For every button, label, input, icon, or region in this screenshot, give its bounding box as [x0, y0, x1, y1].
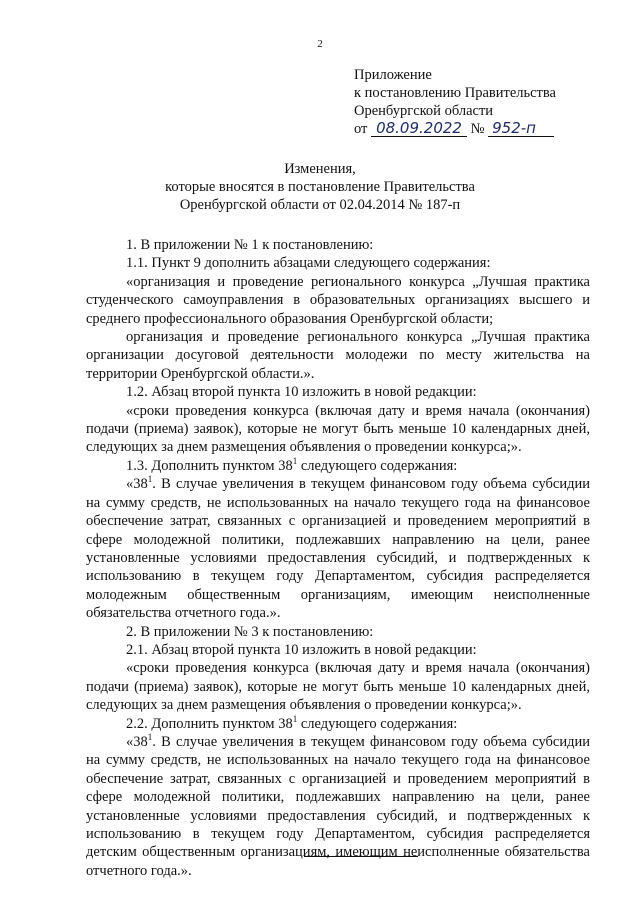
heading-line-3: Оренбургской области от 02.04.2014 № 187-п — [179, 197, 461, 213]
paragraph-text: 1.3. Дополнить пунктом 38 — [126, 457, 293, 474]
paragraph-text: следующего содержания: — [297, 457, 458, 474]
paragraph-text: «38 — [126, 476, 148, 493]
attachment-date-line — [354, 120, 614, 138]
heading-title: Изменения, — [284, 161, 356, 177]
document-heading — [0, 160, 640, 214]
paragraph: 2.1. Абзац второй пункта 10 изложить в новой редакции: — [126, 641, 477, 658]
paragraph: организация и проведение регионального конкурса „Лучшая практика организации досуговой деятельности молодежи по месту жительства на территории Оренбургской области.». — [86, 329, 590, 382]
superscript: 1 — [147, 732, 153, 743]
paragraph-text: . В случае увеличения в текущем финансовом году объема субсидии на сумму средств, не использованных на начало текущего года на финансовое обеспечение затрат, связанных с организацией и проведением мероприятий в сфере молодежной политики, подлежавших направлению на цели, ранее установленные условиями предоставления субсидий, и подтвержденных к использованию в текущем году Департаментом, субсидия распределяется молодежным общественным организациям, имеющим неисполненные обязательства отчетного года.». — [86, 476, 590, 622]
paragraph — [86, 733, 590, 880]
paragraph: 1.2. Абзац второй пункта 10 изложить в новой редакции: — [126, 384, 477, 401]
paragraph — [86, 475, 590, 622]
paragraph: «сроки проведения конкурса (включая дату и время начала (окончания) подачи (приема) заявок), которые не могут быть меньше 10 календарных дней, следующих за днем размещения объявления о проведении конкурса;». — [86, 402, 590, 456]
paragraph: 1. В приложении № 1 к постановлению: — [126, 237, 374, 253]
handwritten-number: 952-п — [488, 120, 554, 137]
date-prefix: от — [354, 121, 368, 137]
paragraph — [86, 457, 590, 475]
paragraph-text: . В случае увеличения в текущем финансовом году объема субсидии на сумму средств, не использованных на начало текущего года на финансовое обеспечение затрат, связанных с организацией и проведением мероприятий в сфере молодежной политики, подлежавших направлению на цели, ранее установленные условиями предоставления субсидий, и подтвержденных к использованию в текущем году Департаментом, субсидия распределяется детским общественным организациям, имеющим неисполненные обязательства отчетного года.». — [86, 733, 590, 879]
document-body — [86, 236, 590, 880]
paragraph: «организация и проведение регионального конкурса „Лучшая практика студенческого самоуправления в образовательных организациях высшего и среднего профессионального образования Оренбургской области; — [86, 273, 590, 327]
attachment-block — [354, 66, 614, 138]
superscript: 1 — [292, 456, 298, 467]
page-number: 2 — [317, 38, 323, 50]
attachment-title: Приложение — [354, 67, 432, 83]
paragraph: «сроки проведения конкурса (включая дату и время начала (окончания) подачи (приема) заявок), которые не могут быть меньше 10 календарных дней, следующих за днем размещения объявления о проведении конкурса;». — [86, 660, 590, 714]
paragraph: 1.1. Пункт 9 дополнить абзацами следующего содержания: — [126, 255, 491, 272]
superscript: 1 — [292, 713, 298, 724]
paragraph: 2. В приложении № 3 к постановлению: — [126, 623, 374, 640]
attachment-line-2: к постановлению Правительства — [354, 85, 556, 101]
paragraph-text: «38 — [126, 733, 148, 750]
heading-line-2: которые вносятся в постановление Правительства — [165, 179, 475, 195]
paragraph — [86, 715, 590, 733]
attachment-line-3: Оренбургской области — [354, 103, 494, 119]
closing-divider — [304, 856, 418, 857]
paragraph-text: 2.2. Дополнить пунктом 38 — [126, 715, 293, 732]
superscript: 1 — [147, 474, 153, 485]
number-prefix: № — [470, 121, 485, 137]
handwritten-date: 08.09.2022 — [371, 120, 467, 137]
paragraph-text: следующего содержания: — [297, 715, 458, 732]
